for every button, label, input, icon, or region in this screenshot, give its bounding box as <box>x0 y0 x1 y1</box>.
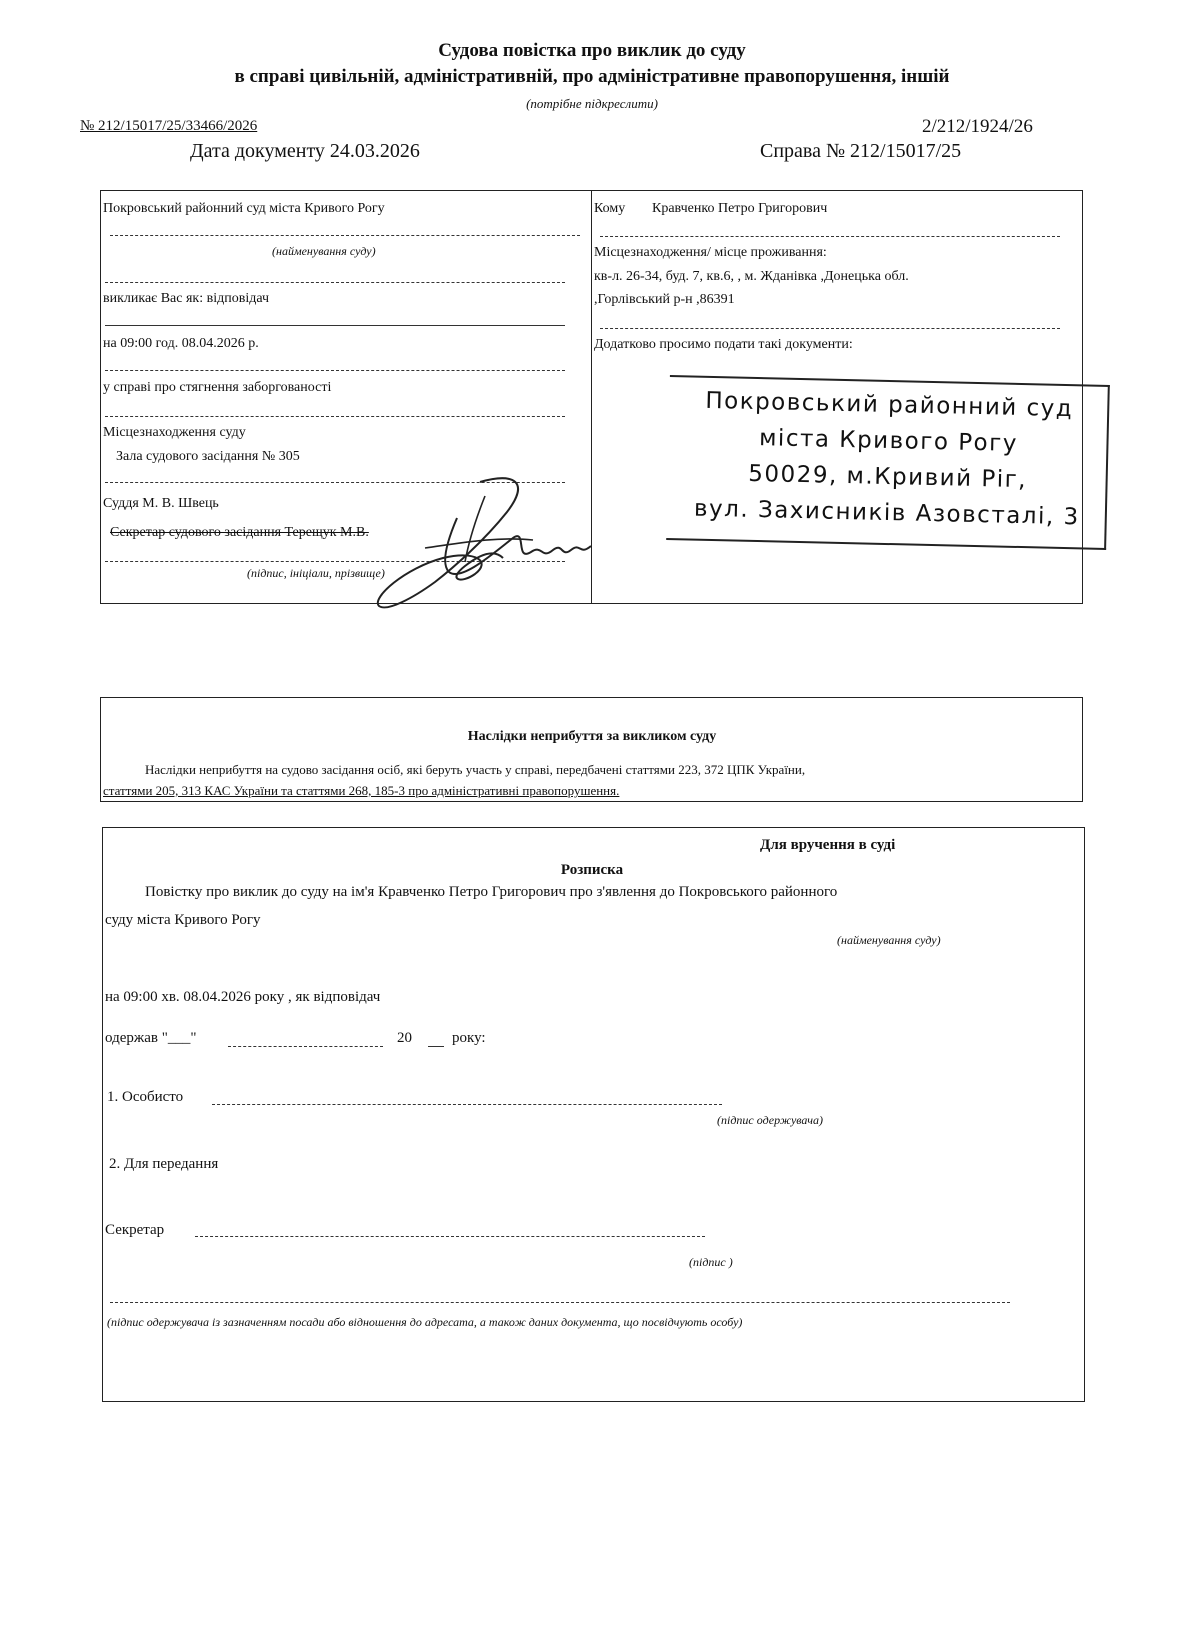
for-court-label: Для вручення в суді <box>760 837 896 853</box>
signature-caption: (підпис ) <box>689 1255 733 1269</box>
secretary-label: Секретар <box>105 1222 165 1238</box>
address-label: Місцезнаходження/ місце проживання: <box>594 245 827 260</box>
secretary-name: Секретар судового засідання Терещук М.В. <box>110 525 369 540</box>
recipient-details-caption: (підпис одержувача із зазначенням посади або відношення до адресата, а також даних документа, що посвідчують особу) <box>107 1315 743 1329</box>
secretary-signature-line <box>195 1236 705 1237</box>
separator-line <box>600 236 1060 237</box>
recipient-details-line <box>110 1302 1010 1303</box>
case-number: Справа № 212/15017/25 <box>760 140 962 162</box>
separator-line <box>105 282 565 283</box>
address-line: кв-л. 26-34, буд. 7, кв.6, , м. Жданівка ,Донецька обл. <box>594 269 909 284</box>
court-name: Покровський районний суд міста Кривого Рогу <box>103 201 385 216</box>
summons-role: викликає Вас як: відповідач <box>103 291 270 306</box>
consequences-title: Наслідки неприбуття за викликом суду <box>467 729 717 744</box>
case-subject: у справі про стягнення заборгованості <box>103 380 332 395</box>
stamp-line: вул. Захисників Азовсталі, 3 <box>693 495 1080 531</box>
court-name-line <box>110 235 580 236</box>
document-number: № 212/15017/25/33466/2026 <box>80 118 258 134</box>
outgoing-number: 2/212/1924/26 <box>922 116 1033 137</box>
separator-line <box>105 370 565 371</box>
received-year-blank <box>428 1046 444 1047</box>
receipt-text: Повістку про виклик до суду на ім'я Кравченко Петро Григорович про з'явлення до Покровського районного <box>145 884 838 900</box>
judge-name: Суддя М. В. Швець <box>103 496 219 511</box>
recipient-signature-caption: (підпис одержувача) <box>717 1113 823 1127</box>
document-title-case-types: в справі цивільній, адміністративній, про адміністративне правопорушення, іншій <box>234 66 950 87</box>
received-date-label: одержав "___" <box>105 1030 197 1046</box>
document-date: Дата документу 24.03.2026 <box>190 140 420 162</box>
hearing-time: на 09:00 год. 08.04.2026 р. <box>103 336 259 351</box>
separator-line <box>105 416 565 417</box>
document-subtitle: (потрібне підкреслити) <box>526 96 658 111</box>
personally-label: 1. Особисто <box>107 1089 184 1105</box>
received-date-line <box>228 1046 383 1047</box>
court-stamp <box>666 375 1110 550</box>
signature-caption: (підпис, ініціали, прізвище) <box>247 566 385 580</box>
personally-signature-line <box>212 1104 722 1105</box>
court-name-caption: (найменування суду) <box>272 244 376 258</box>
address-line: ,Горлівський р-н ,86391 <box>594 292 735 307</box>
consequences-text: Наслідки неприбуття на судово засідання осіб, які беруть участь у справі, передбачені статтями 223, 372 ЦПК України, <box>145 762 806 777</box>
received-year-suffix: року: <box>452 1030 486 1046</box>
receipt-hearing-time: на 09:00 хв. 08.04.2026 року , як відповідач <box>105 989 381 1005</box>
stamp-line: міста Кривого Рогу <box>758 425 1019 457</box>
received-year-prefix: 20 <box>397 1030 412 1046</box>
courtroom: Зала судового засідання № 305 <box>116 449 300 464</box>
document-title: Судова повістка про виклик до суду <box>438 40 746 61</box>
for-transfer-label: 2. Для передання <box>109 1156 219 1172</box>
receipt-title: Розписка <box>560 862 624 878</box>
recipient-name: Кравченко Петро Григорович <box>652 201 828 216</box>
stamp-line: Покровський районний суд <box>705 387 1074 423</box>
receipt-text: суду міста Кривого Рогу <box>105 912 261 928</box>
court-name-caption: (найменування суду) <box>837 933 941 947</box>
stamp-line: 50029, м.Кривий Ріг, <box>748 460 1028 494</box>
consequences-text: статтями 205, 313 КАС України та статтями 268, 185-3 про адміністративні правопорушення. <box>103 783 620 798</box>
separator-line <box>105 325 565 326</box>
recipient-label: Кому <box>594 201 626 216</box>
additional-documents-label: Додатково просимо подати такі документи: <box>594 337 853 352</box>
judge-signature <box>365 470 605 620</box>
court-location-label: Місцезнаходження суду <box>103 425 246 440</box>
separator-line <box>600 328 1060 329</box>
